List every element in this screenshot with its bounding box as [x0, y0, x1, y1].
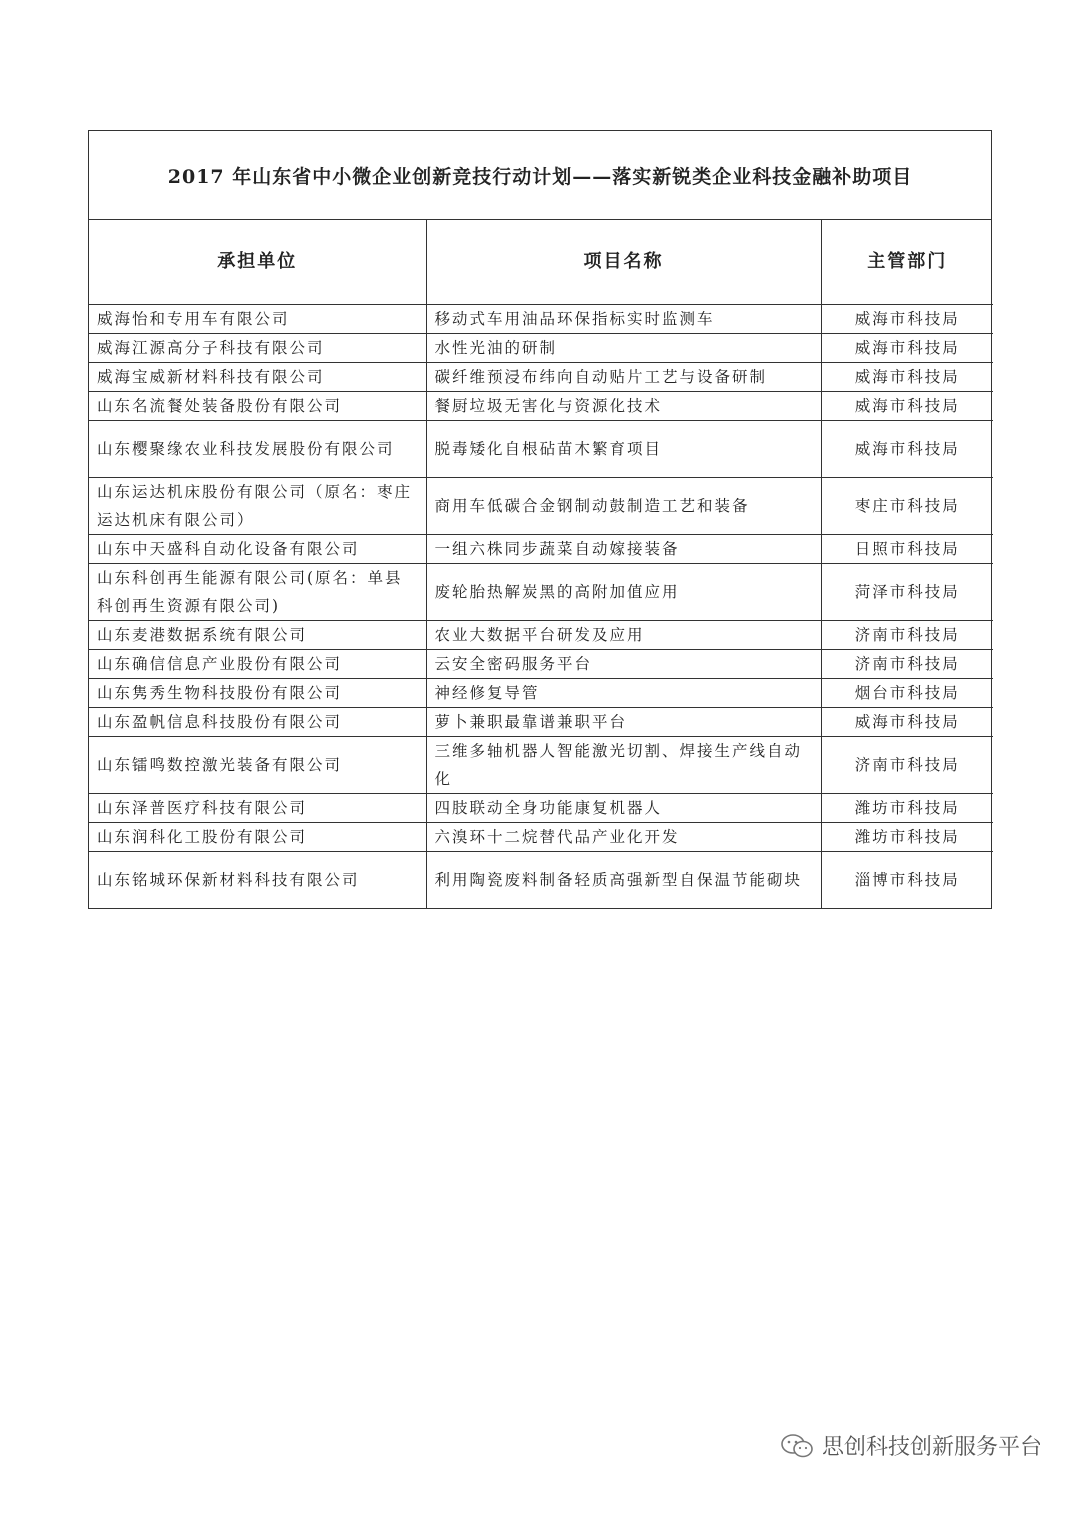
header-project: 项目名称	[426, 220, 821, 305]
table-row	[89, 305, 993, 334]
unit-cell: 威海怡和专用车有限公司	[89, 305, 426, 334]
unit-cell: 山东樱聚缘农业科技发展股份有限公司	[89, 421, 426, 478]
table-header-row	[89, 220, 993, 305]
unit-cell: 威海宝威新材料科技有限公司	[89, 363, 426, 392]
header-unit: 承担单位	[89, 220, 426, 305]
unit-cell: 山东科创再生能源有限公司(原名：单县科创再生资源有限公司)	[89, 564, 426, 621]
project-cell: 脱毒矮化自根砧苗木繁育项目	[426, 421, 821, 478]
unit-cell: 山东镭鸣数控激光装备有限公司	[89, 737, 426, 794]
project-cell: 云安全密码服务平台	[426, 650, 821, 679]
unit-cell: 山东运达机床股份有限公司（原名：枣庄运达机床有限公司）	[89, 478, 426, 535]
project-cell: 商用车低碳合金钢制动鼓制造工艺和装备	[426, 478, 821, 535]
watermark-label: 思创科技创新服务平台	[821, 1435, 1042, 1460]
unit-cell: 山东麦港数据系统有限公司	[89, 621, 426, 650]
table-row	[89, 564, 993, 621]
project-cell: 四肢联动全身功能康复机器人	[426, 794, 821, 823]
table-row	[89, 421, 993, 478]
table-row	[89, 392, 993, 421]
dept-cell: 威海市科技局	[821, 708, 993, 737]
table-row	[89, 823, 993, 852]
table-row	[89, 852, 993, 909]
dept-cell: 威海市科技局	[821, 363, 993, 392]
table-row	[89, 535, 993, 564]
unit-cell: 山东中天盛科自动化设备有限公司	[89, 535, 426, 564]
unit-cell: 山东名流餐处装备股份有限公司	[89, 392, 426, 421]
unit-cell: 威海江源高分子科技有限公司	[89, 334, 426, 363]
dept-cell: 威海市科技局	[821, 334, 993, 363]
table-row	[89, 708, 993, 737]
dept-cell: 日照市科技局	[821, 535, 993, 564]
dept-cell: 潍坊市科技局	[821, 823, 993, 852]
project-cell: 六溴环十二烷替代品产业化开发	[426, 823, 821, 852]
table-row	[89, 737, 993, 794]
table-row	[89, 478, 993, 535]
project-cell: 移动式车用油品环保指标实时监测车	[426, 305, 821, 334]
unit-cell: 山东泽普医疗科技有限公司	[89, 794, 426, 823]
dept-cell: 济南市科技局	[821, 650, 993, 679]
dept-cell: 济南市科技局	[821, 737, 993, 794]
dept-cell: 济南市科技局	[821, 621, 993, 650]
project-cell: 水性光油的研制	[426, 334, 821, 363]
unit-cell: 山东润科化工股份有限公司	[89, 823, 426, 852]
project-cell: 废轮胎热解炭黑的高附加值应用	[426, 564, 821, 621]
unit-cell: 山东铭城环保新材料科技有限公司	[89, 852, 426, 909]
document-table-container	[88, 130, 992, 909]
page-title: 2017 年山东省中小微企业创新竞技行动计划——落实新锐类企业科技金融补助项目	[89, 131, 991, 220]
projects-table	[89, 220, 993, 908]
dept-cell: 淄博市科技局	[821, 852, 993, 909]
dept-cell: 威海市科技局	[821, 421, 993, 478]
dept-cell: 威海市科技局	[821, 392, 993, 421]
project-cell: 农业大数据平台研发及应用	[426, 621, 821, 650]
unit-cell: 山东确信信息产业股份有限公司	[89, 650, 426, 679]
dept-cell: 潍坊市科技局	[821, 794, 993, 823]
table-row	[89, 679, 993, 708]
header-dept: 主管部门	[821, 220, 993, 305]
project-cell: 萝卜兼职最靠谱兼职平台	[426, 708, 821, 737]
project-cell: 三维多轴机器人智能激光切割、焊接生产线自动化	[426, 737, 821, 794]
table-row	[89, 650, 993, 679]
dept-cell: 烟台市科技局	[821, 679, 993, 708]
table-row	[89, 334, 993, 363]
watermark	[780, 1430, 1042, 1461]
dept-cell: 菏泽市科技局	[821, 564, 993, 621]
project-cell: 餐厨垃圾无害化与资源化技术	[426, 392, 821, 421]
table-row	[89, 794, 993, 823]
wechat-icon	[780, 1433, 814, 1459]
project-cell: 利用陶瓷废料制备轻质高强新型自保温节能砌块	[426, 852, 821, 909]
project-cell: 神经修复导管	[426, 679, 821, 708]
project-cell: 碳纤维预浸布纬向自动贴片工艺与设备研制	[426, 363, 821, 392]
dept-cell: 威海市科技局	[821, 305, 993, 334]
unit-cell: 山东盈帆信息科技股份有限公司	[89, 708, 426, 737]
table-row	[89, 621, 993, 650]
project-cell: 一组六株同步蔬菜自动嫁接装备	[426, 535, 821, 564]
table-body	[89, 305, 993, 909]
dept-cell: 枣庄市科技局	[821, 478, 993, 535]
table-row	[89, 363, 993, 392]
unit-cell: 山东隽秀生物科技股份有限公司	[89, 679, 426, 708]
